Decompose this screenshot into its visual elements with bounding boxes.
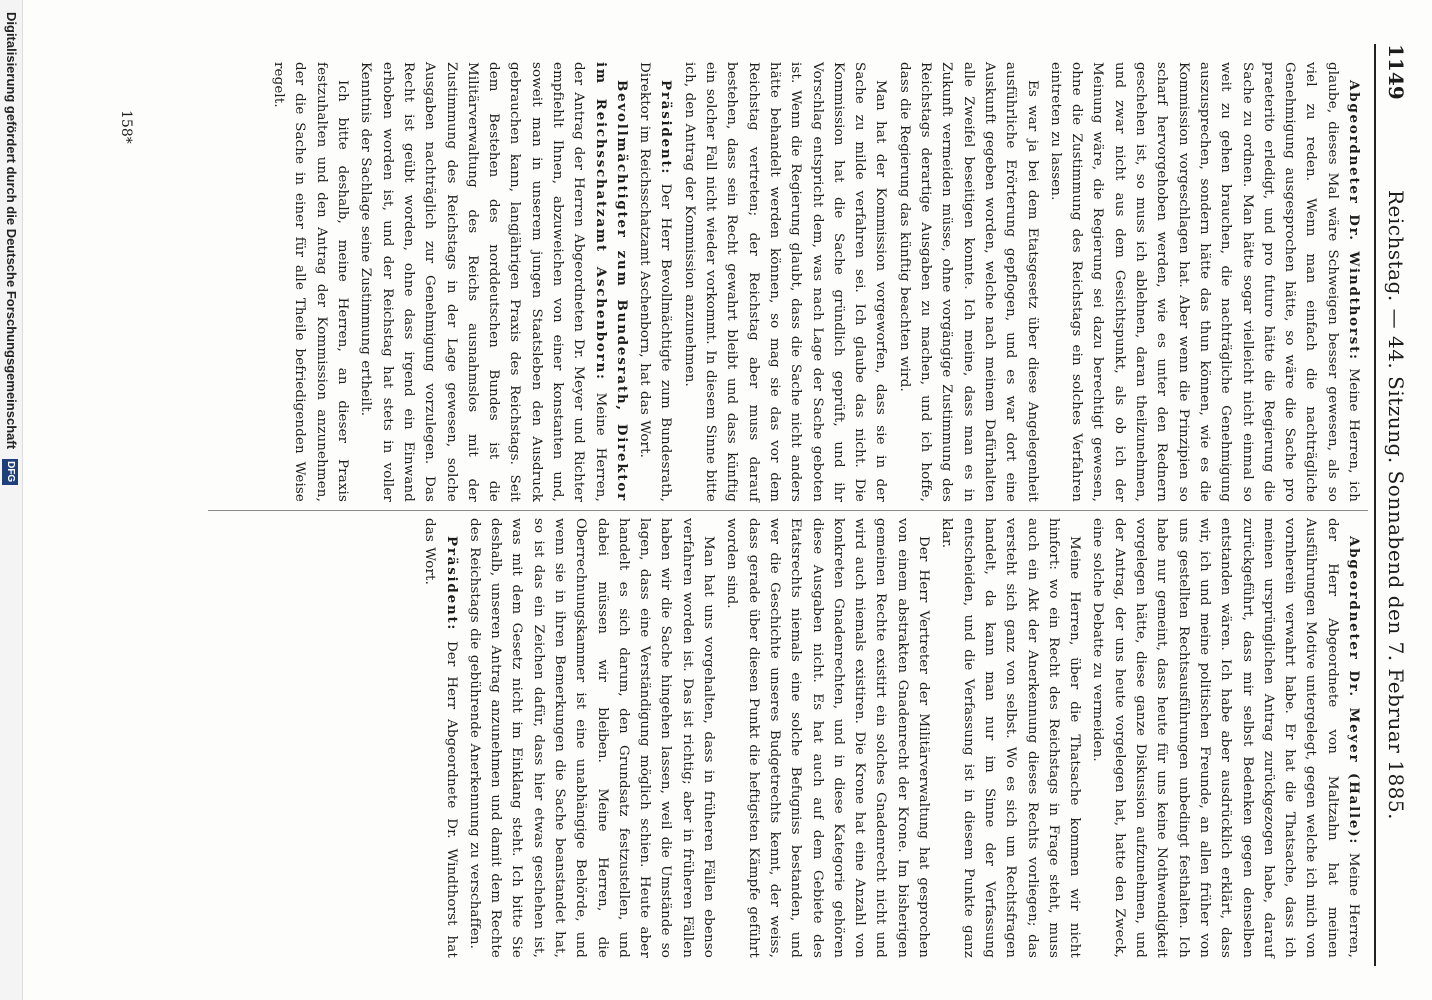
paragraph-text: Meine Herren, über die Thatsache kommen wir nicht hinfort: wo ein Recht des Reichstags in Frage steht, muss auch ein Akt der Anerkennung dieses Rechts vorliegen; das versteht sich ganz von selbst. Wo es sich um Rechtsfragen handelt, da kann man nur im Sinne der Verfassung entscheiden, und die Verfassung ist in diesem Punkte ganz klar. bbox=[939, 518, 1083, 958]
speaker-name: Präsident: bbox=[443, 536, 460, 632]
paragraph-text: Meine Herren, der Antrag der Herren Abgeordneten Dr. Meyer und Richter empfiehlt Ihnen, abzuweichen von einer konstanten und, soweit man in unserem jungen Staatsleben den Ausdruck gebrauchen kann, langjährigen Praxis des Reichstags. Seit dem Bestehen des norddeutschen Bundes ist die Militärverwaltung des Reichs ausnahmslos mit der Zustimmung des Reichstags in der Lage gewesen, solche Ausgaben nachträglich zur Genehmigung vorzulegen. Das Recht ist geübt worden, ohne dass irgend ein Einwand erhoben worden ist, und der Reichstag hat stets in voller Kenntnis der Sachlage seine Zustimmung ertheilt. bbox=[358, 62, 608, 502]
paragraph-text: Meine Herren, der Herr Abgeordnete von Maltzahn hat meinen Ausführungen Motive untergelegt, gegen welche ich mich von vornherein verwahrt habe. Er hat die Thatsache, dass ich meinen ursprünglichen Antrag zurückgezogen habe, darauf zurückgeführt, dass mir selbst Bedenken gegen denselben entstanden wären. Ich habe aber ausdrücklich erklärt, dass wir, ich und meine politischen Freunde, an allen früher von uns gestellten Rechtsausführungen unbedingt festhalten. Ich habe nur gemeint, dass heute für uns keine Nothwendigkeit vorgelegen hätte, diese ganze Diskussion aufzunehmen, und der Antrag, der uns heute vorgelegen hat, hatte den Zweck, eine solche Debatte zu vermeiden. bbox=[1090, 518, 1361, 958]
speaker-name: Abgeordneter Dr. Windthorst: bbox=[1346, 80, 1362, 361]
page-header bbox=[1374, 44, 1410, 966]
paragraph bbox=[268, 62, 353, 502]
paragraph-text: Meine Herren, ich glaube, dieses Mal wäre Schweigen besser gewesen, als so viel zu reden. Wenn man einfach die nachträgliche Genehmigung ausgesprochen hätte, so wäre die Sache pro praeterito erledigt, und pro futuro hätte die Regierung die Sache zu ordnen. Man hätte sogar vielleicht nicht einmal so weit zu gehen brauchen, die nachträgliche Genehmigung auszusprechen, sondern hätte das thun können, wie es die Kommission vorgeschlagen hat. Aber wenn die Prinzipien so scharf hervorgehoben werden, wie es unter den Rednern geschehen ist, so muss ich ablehnen, daran theilzunehmen, und zwar nicht aus dem Gesichtspunkt, als ob ich der Meinung wäre, die Regierung sei dazu berechtigt gewesen, ohne die Zustimmung des Reichstags ein solches Verfahren eintreten zu lassen. bbox=[1047, 62, 1361, 502]
column-divider bbox=[208, 510, 1368, 511]
speaker-name: Präsident: bbox=[658, 80, 675, 176]
paragraph-text: Der Herr Vertreter der Militärverwaltung hat gesprochen von einem abstrakten Gnadenrecht der Krone. Im bisherigen gemeinen Rechte existirt ein solches Gnadenrecht nicht und wird auch niemals existiren. Die Krone hat eine Anzahl von konkreten Gnadenrechten, und in diese Kategorie gehören diese Ausgaben nicht. Es hat auch auf dem Gebiete des Etatsrechts niemals eine solche Befugniss bestanden, und wer die Geschichte unseres Budgetrechts kennt, der weiss, dass gerade über diesen Punkt die heftigsten Kämpfe geführt worden sind. bbox=[724, 518, 932, 958]
paragraph bbox=[1087, 518, 1364, 958]
page-number: 1149 bbox=[1384, 44, 1408, 100]
text-column-left bbox=[271, 62, 1364, 502]
paragraph-text: Man hat uns vorgehalten, dass in früheren Fällen ebenso verfahren worden ist. Das ist richtig; aber in früheren Fällen haben wir die Sache hingehen lassen, weil die Umstände so lagen, dass eine Verständigung möglich schien. Heute aber handelt es sich darum, den Grundsatz festzustellen, und dabei müssen wir bleiben. Meine Herren, die Oberrechnungskammer ist eine unabhängige Behörde, und wenn sie in ihren Bemerkungen die Sache beanstandet hat, so ist das ein Zeichen dafür, dass hier etwas geschehen ist, was mit dem Gesetz nicht im Einklang steht. Ich bitte Sie deshalb, unseren Antrag anzunehmen und damit dem Rechte des Reichstags die gebührende Anerkennung zu verschaffen. bbox=[466, 518, 717, 958]
paragraph-text: Ich bitte deshalb, meine Herren, an dieser Praxis festzuhalten und den Antrag der Kommission anzunehmen, der die Sache in einer für alle Theile befriedigenden Weise regelt. bbox=[271, 62, 351, 502]
paragraph bbox=[464, 518, 720, 958]
paragraph-text: Man hat der Kommission vorgeworfen, dass sie in der Sache zu milde verfahren sei. Ich glaube das nicht. Die Kommission hat die Sache gründlich geprüft, und ihr Vorschlag entspricht dem, was nach Lage der Sache geboten ist. Wenn die Regierung glaubt, dass die Sache nicht anders hätte behandelt werden können, so mag sie das vor dem Reichstag vertreten; der Reichstag aber muss darauf bestehen, dass sein Recht gewahrt bleibt und dass künftig ein solcher Fall nicht wieder vorkommt. In diesem Sinne bitte ich, den Antrag der Kommission anzunehmen. bbox=[681, 62, 889, 502]
speaker-name: Abgeordneter Dr. Meyer (Halle): bbox=[1346, 536, 1362, 846]
paragraph bbox=[355, 62, 632, 502]
paragraph bbox=[893, 62, 1042, 502]
paragraph bbox=[1045, 62, 1364, 502]
dfg-logo-icon: DFG bbox=[2, 459, 18, 485]
paragraph bbox=[679, 62, 892, 502]
text-column-right bbox=[44, 518, 1364, 958]
paragraph-text: Es war ja bei dem Etatsgesetz über diese Angelegenheit ausführliche Erörterung gepflogen, und es war dort eine Auskunft gegeben worden, welche nach meinem Dafürhalten alle Zweifel beseitigen konnte. Ich meine, dass man es in Zukunft vermeiden müsse, ohne vorgängige Zustimmung des Reichstags derartige Ausgaben zu machen, und ich hoffe, dass die Regierung das künftig beachten wird. bbox=[896, 62, 1040, 502]
signature-mark: 158* bbox=[118, 110, 134, 144]
paragraph-text: Der Herr Abgeordnete Dr. Windthorst hat das Wort. bbox=[422, 518, 459, 958]
paragraph-text: Der Herr Bevollmächtigte zum Bundesrath, Direktor im Reichsschatzamt Aschenborn, hat das Wort. bbox=[637, 62, 674, 502]
paragraph bbox=[634, 62, 677, 502]
paragraph bbox=[419, 518, 462, 958]
speaker-name: Bevollmächtigter zum Bundesrath, Direktor im Reichsschatzamt Aschenborn: bbox=[592, 62, 630, 502]
running-title: Reichstag. — 44. Sitzung. Sonnabend den 7. Februar 1885. bbox=[1384, 190, 1408, 820]
digitization-footer bbox=[0, 0, 23, 1000]
paragraph bbox=[721, 518, 934, 958]
paragraph bbox=[936, 518, 1085, 958]
footer-text: Digitalisierung gefördert durch die Deutsche Forschungsgemeinschaft bbox=[4, 12, 19, 450]
